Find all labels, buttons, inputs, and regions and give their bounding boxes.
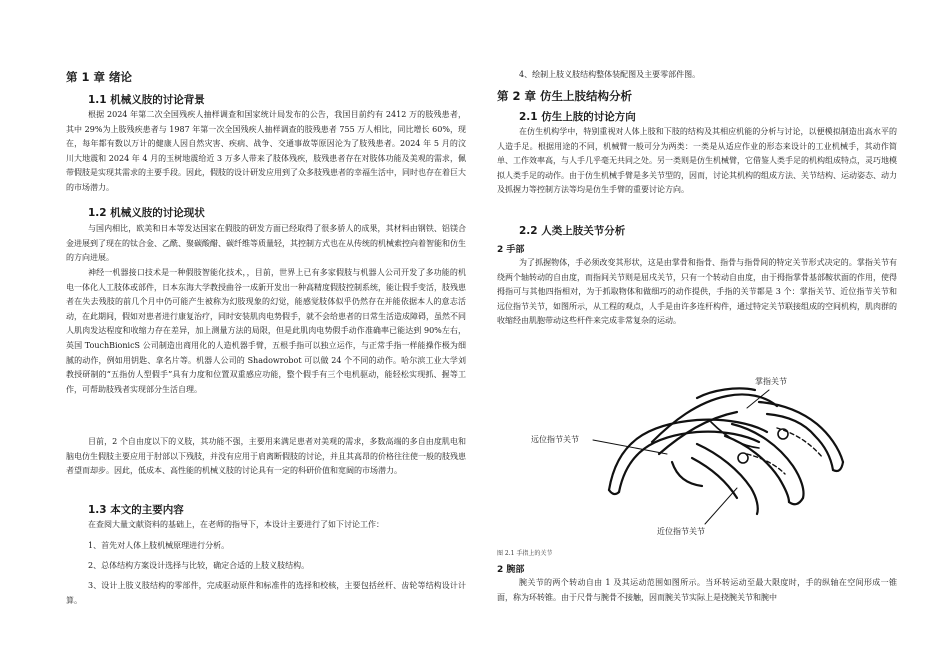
section-2-2-title: 2.2 人类上肢关节分析: [519, 225, 626, 237]
figure-caption: 图 2.1 手指上的关节: [497, 550, 553, 557]
paragraph-status-3: 目前，2 个自由度以下的义肢，其功能不强，主要用来满足患者对美观的需求，多数高端的多自由度肌电和脑电仿生假肢主要应用于肘部以下残肢，并没有应用于肩离断假肢的讨论，并且其高昂的价格往往使一般的肢残患者望而却步。因此，低成本、高性能的机械义肢的讨论具有一定的科研价值和宽阔的市场潜力。: [66, 437, 466, 476]
paragraph-status-2: 神经一机器接口技术是一种假肢智能化技术，，目前，世界上已有多家假肢与机器人公司开发了多功能的机电一体化人工肢体或部件，日本东海大学教授曲谷一成新开发出一种高精度假肢控制系统，能让假手变活，肢残患者在失去残肢的前几个月中仍可能产生被称为幻肢现象的幻觉，能感觉肢体似乎仍然存在并能依据本人的意志活动，在此期间，假如对患者进行康复治疗，同时安装肌肉电势假手，就不会给患者的日常生活造成障碍，虽然不同人肌肉发达程度和收缩力存在差异，加上测量方法的局限，但是此肌肉电势假手动作准确率已能达到 90%左右，英国 TouchBionicS 公司制造出商用化的人造机器手臂，五根手指可以独立运作，与正常手指一样能操作极为细腻的动作，例如用钥匙、拿名片等。机器人公司的 Shadowrobot 可以做 24 个不同的动作。哈尔滨工业大学刘教授研制的“五指仿人型假手”具有力度和位置双重感应功能，整个假手有三个电机驱动，能轻松实现抓、握等工作，可帮助肢残者实现部分生活自理。: [66, 268, 466, 394]
subsection-wrist-title: 2 腕部: [497, 565, 525, 575]
list-item-2: 2、总体结构方案设计选择与比较，确定合适的上肢义肢结构。: [88, 561, 310, 570]
chapter1-title: 第 1 章 绪论: [66, 70, 133, 84]
label-mcp-joint: 掌指关节: [755, 377, 787, 386]
paragraph-status-1: 与国内相比，欧美和日本等发达国家在假肢的研发方面已经取得了很多骄人的成果，其材料由钢铁、铝镁合金进展到了现在的钛合金、乙酰、聚碳酸醋、碳纤维等质量轻，其控制方式也在从传统的机械索控向着智能和仿生的方向进展。: [66, 224, 466, 263]
paragraph-direction: 在仿生机构学中，特别重视对人体上肢和下肢的结构及其相应机能的分析与讨论，以便模拟制造出高水平的人造手足。根据用途的不同，机械臂一般可分为两类：一类是从适应作业的形态来设计的工业机械手，其动作简单、工作效率高，与人手几乎毫无共同之处。另一类则是仿生机械臂，它借鉴人类手足的机构组成特点，灵巧地模拟人类手足的动作。由于仿生机械手臂是多关节型的，因而，讨论其机构的组成方法、关节结构、运动姿态、动力及抓握力等控制方法等均是仿生手臂的重要讨论方向。: [497, 127, 897, 195]
paragraph-content-intro: 在查阅大量文献资料的基础上，在老师的指导下，本设计主要进行了如下讨论工作：: [88, 520, 384, 529]
label-pip-joint: 近位指节关节: [657, 527, 705, 536]
list-item-3: 3、设计上肢义肢结构的零部件，完成驱动原件和标准件的选择和校核，主要包括丝杆、齿轮等结构设计计算。: [66, 581, 466, 605]
chapter2-title: 第 2 章 仿生上肢结构分析: [497, 89, 633, 103]
subsection-hand-title: 2 手部: [497, 245, 525, 255]
section-1-2-title: 1.2 机械义肢的讨论现状: [88, 207, 205, 219]
list-item-4: 4、绘制上肢义肢结构整体装配图及主要零部件图。: [519, 70, 701, 79]
paragraph-wrist: 腕关节的两个转动自由 1 及其运动范围如图所示。当环转运动至最大限度时，手的纵轴在空间形成一锥面，称为环转锥。由于尺骨与腕骨不接触，因而腕关节实际上是挠腕关节和腕中: [497, 578, 897, 602]
finger-joints-figure: [497, 362, 897, 547]
section-1-1-title: 1.1 机械义肢的讨论背景: [88, 94, 205, 106]
section-2-1-title: 2.1 仿生上肢的讨论方向: [519, 111, 636, 123]
list-item-1: 1、首先对人体上肢机械原理进行分析。: [88, 541, 230, 550]
paragraph-background: 根据 2024 年第二次全国残疾人抽样调查和国家统计局发布的公告，我国目前约有 2412 万的肢残患者，其中 29%为上肢残疾患者与 1987 年第一次全国残疾人抽样调查的肢残患者 755 万人相比，同比增长 60%，现在，每年都有数以万计的健康人因自然灾害、疾病、战争、交通事故等原因沦为了肢残患者。2024 年 5 月的汶川大地震和 2024 年 4 月的玉树地震给近 3 万多人带来了肢体残疾，肢残患者存在对肢体功能及美观的需求，佩带假肢是实现其需求的主要手段。因此，假肢的设计研发应用到了众多肢残患者的幸福生活中，同时也存在着巨大的市场潜力。: [66, 110, 466, 192]
label-dip-joint: 远位指节关节: [531, 435, 579, 444]
paragraph-hand: 为了抓握物体，手必须改变其形状，这是由掌骨和指骨、指骨与指骨间的特定关节形式决定的。掌指关节有绕两个轴转动的自由度，而指间关节则是屈戌关节，只有一个转动自由度，由于拇指掌骨基部鞍状面的作用，使得拇指可与其他四指相对，为于抓取物体和做细巧的动作提供，手指的关节都是 3 个：掌指关节、近位指节关节和远位指节关节，如图所示，从工程的观点，人手是由许多连杆构件，通过特定关节联接组成的空间机构，肌肉群的收缩经由肌胞带动这些杆件来完成非常复杂的运动。: [497, 258, 897, 326]
section-1-3-title: 1.3 本文的主要内容: [88, 504, 184, 516]
